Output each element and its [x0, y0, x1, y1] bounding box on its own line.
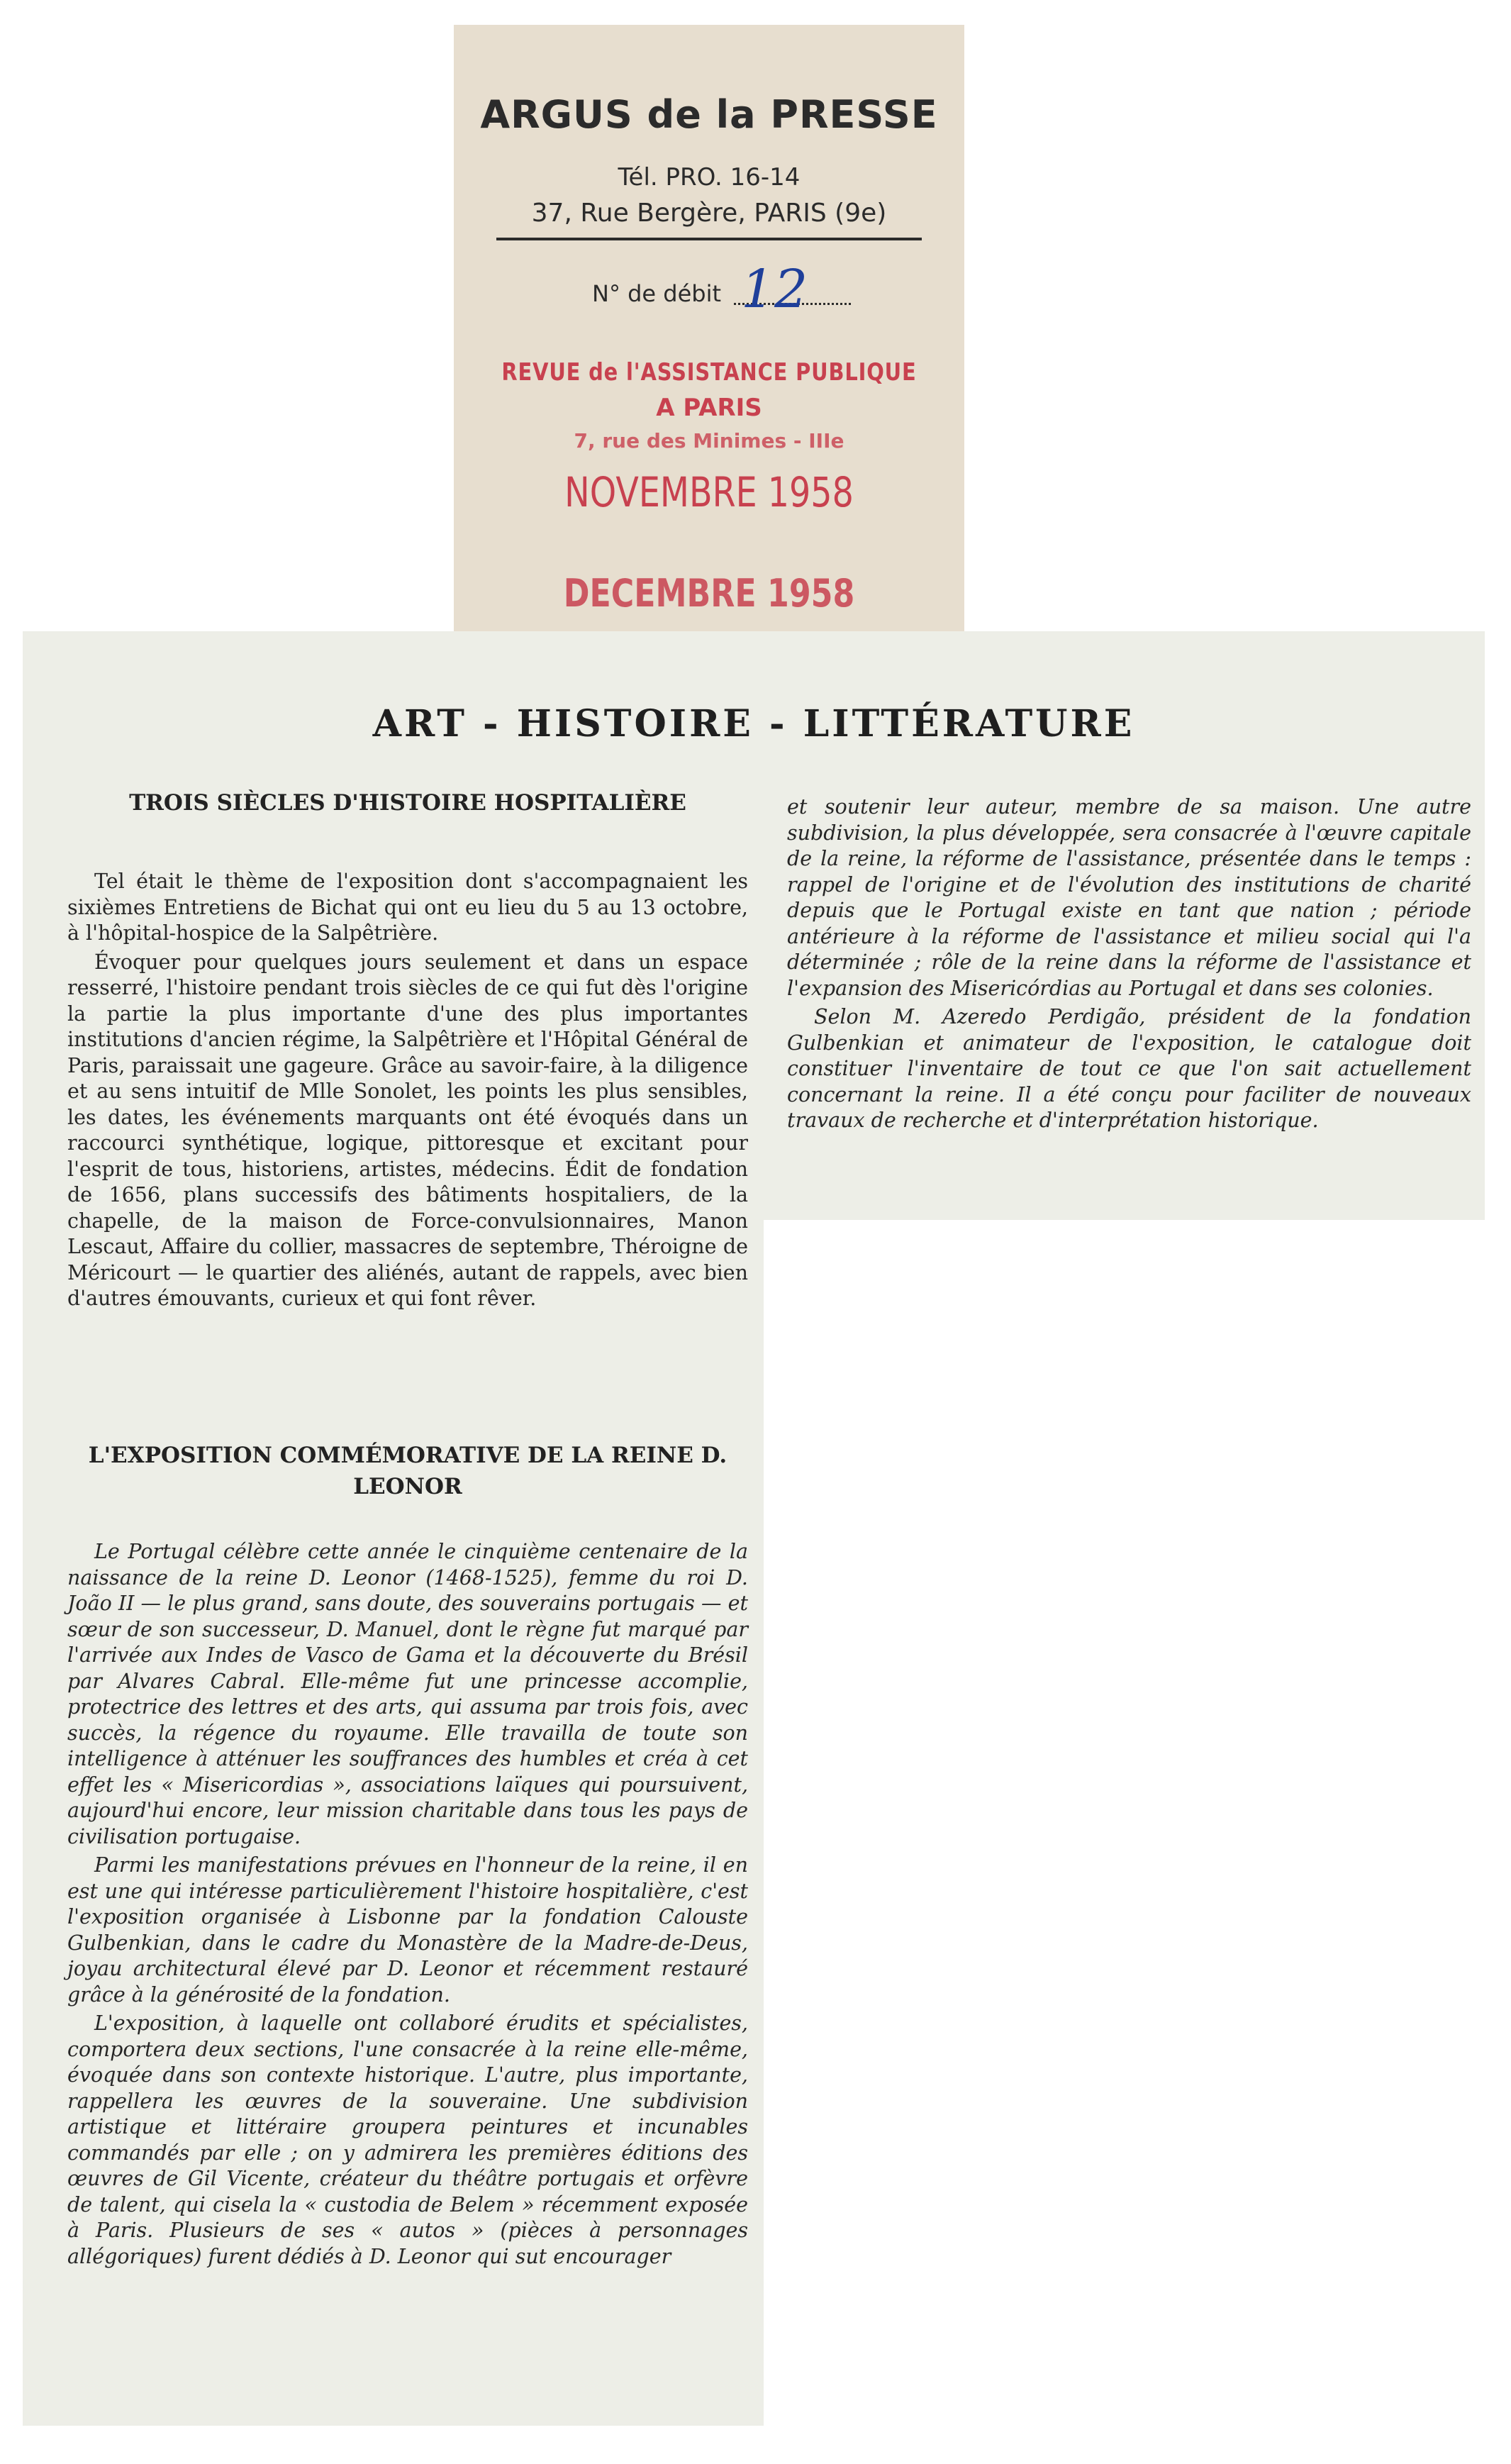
section2-body — [67, 1539, 748, 2272]
slip-address: 37, Rue Bergère, PARIS (9e) — [531, 199, 887, 228]
section2-paragraph: Le Portugal célèbre cette année le cinquième centenaire de la naissance de la reine D. Leonor (1468-1525), femme du roi D. João II — le plus grand, sans doute, des souverains portugais — et sœur de son successeur, D. Manuel, dont le règne fut marqué par l'arrivée aux Indes de Vasco de Gama et la découverte du Brésil par Alvares Cabral. Elle-même fut une princesse accomplie, protectrice des lettres et des arts, qui assuma par trois fois, avec succès, la régence du royaume. Elle travailla de toute son intelligence à atténuer les souffrances des humbles et créa à cet effet les « Misericordias », associations laïques qui poursuivent, aujourd'hui encore, leur mission charitable dans tous les pays de civilisation portugaise. — [67, 1540, 748, 1848]
section1-paragraph: Évoquer pour quelques jours seulement et dans un espace resserré, l'histoire pendant trois siècles de ce qui fut dès l'origine la partie la plus importante d'une des plus importantes institutions d'ancien régime, la Salpêtrière et l'Hôpital Général de Paris, paraissait une gageure. Grâce au savoir-faire, à la diligence et au sens intuitif de Mlle Sonolet, les points les plus sensibles, les dates, les événements marquants ont été évoqués dans un raccourci synthétique, logique, pittoresque et excitant pour l'esprit de tous, historiens, artistes, médecins. Édit de fondation de 1656, plans successifs des bâtiments hospitaliers, de la chapelle, de la maison de Force-convulsionnaires, Manon Lescaut, Affaire du collier, massacres de septembre, Théroigne de Méricourt — le quartier des aliénés, autant de rappels, avec bien d'autres émouvants, curieux et qui font rêver. — [67, 950, 748, 1310]
stamp-city: A PARIS — [656, 394, 762, 422]
slip-title: ARGUS de la PRESSE — [480, 92, 938, 137]
right-column-body — [787, 794, 1471, 1137]
argus-slip — [454, 25, 964, 638]
section1-title: TROIS SIÈCLES D'HISTOIRE HOSPITALIÈRE — [129, 790, 686, 816]
section2-title: L'EXPOSITION COMMÉMORATIVE DE LA REINE D. LEONOR — [88, 1443, 727, 1499]
section2-paragraph: Parmi les manifestations prévues en l'honneur de la reine, il en est une qui intéresse particulièrement l'histoire hospitalière, c'est l'exposition organisée à Lisbonne par la fondation Calouste Gulbenkian, dans le cadre du Monastère de la Madre-de-Deus, joyau architectural élevé par D. Leonor et récemment restauré grâce à la générosité de la fondation. — [67, 1853, 748, 2007]
right-column-paragraph: Selon M. Azeredo Perdigão, président de la fondation Gulbenkian et animateur de l'exposition, le catalogue doit constituer l'inventaire de tout ce que l'on sait actuellement concernant la reine. Il a été conçu pour faciliter de nouveaux travaux de recherche et d'interprétation historique. — [787, 1005, 1471, 1132]
debit-handwritten-number: 12 — [741, 259, 808, 320]
debit-label: N° de débit — [592, 280, 722, 307]
stamp-date-december: DECEMBRE 1958 — [563, 571, 855, 616]
slip-divider — [496, 238, 922, 240]
stamp-address: 7, rue des Minimes - IIIe — [574, 429, 844, 453]
stamp-date-november: NOVEMBRE 1958 — [564, 468, 854, 516]
slip-telephone: Tél. PRO. 16-14 — [618, 163, 801, 192]
right-column-paragraph: et soutenir leur auteur, membre de sa maison. Une autre subdivision, la plus développée, sera consacrée à l'œuvre capitale de la reine, la réforme de l'assistance, présentée dans le temps : rappel de l'origine et de l'évolution des institutions de charité depuis que le Portugal existe en tant que nation ; période antérieure à la réforme de l'assistance et milieu social qui l'a déterminée ; rôle de la reine dans la réforme de l'assistance et l'expansion des Misericórdias au Portugal et dans ses colonies. — [787, 795, 1471, 1000]
stamp-publication-name: REVUE de l'ASSISTANCE PUBLIQUE — [501, 358, 917, 387]
section2-paragraph: L'exposition, à laquelle ont collaboré érudits et spécialistes, comportera deux sections, l'une consacrée à la reine elle-même, évoquée dans son contexte historique. L'autre, plus importante, rappellera les œuvres de la souveraine. Une subdivision artistique et littéraire groupera peintures et incunables commandés par elle ; on y admirera les premières éditions des œuvres de Gil Vicente, créateur du théâtre portugais et orfèvre de talent, qui cisela la « custodia de Belem » récemment exposée à Paris. Plusieurs de ses « autos » (pièces à personnages allégoriques) furent dédiés à D. Leonor qui sut encourager — [67, 2011, 748, 2268]
section1-paragraph: Tel était le thème de l'exposition dont s'accompagnaient les sixièmes Entretiens de Bichat qui ont eu lieu du 5 au 13 octobre, à l'hôpital-hospice de la Salpêtrière. — [67, 870, 748, 945]
section1-body — [67, 869, 748, 1315]
article-heading: ART - HISTOIRE - LITTÉRATURE — [372, 702, 1135, 745]
